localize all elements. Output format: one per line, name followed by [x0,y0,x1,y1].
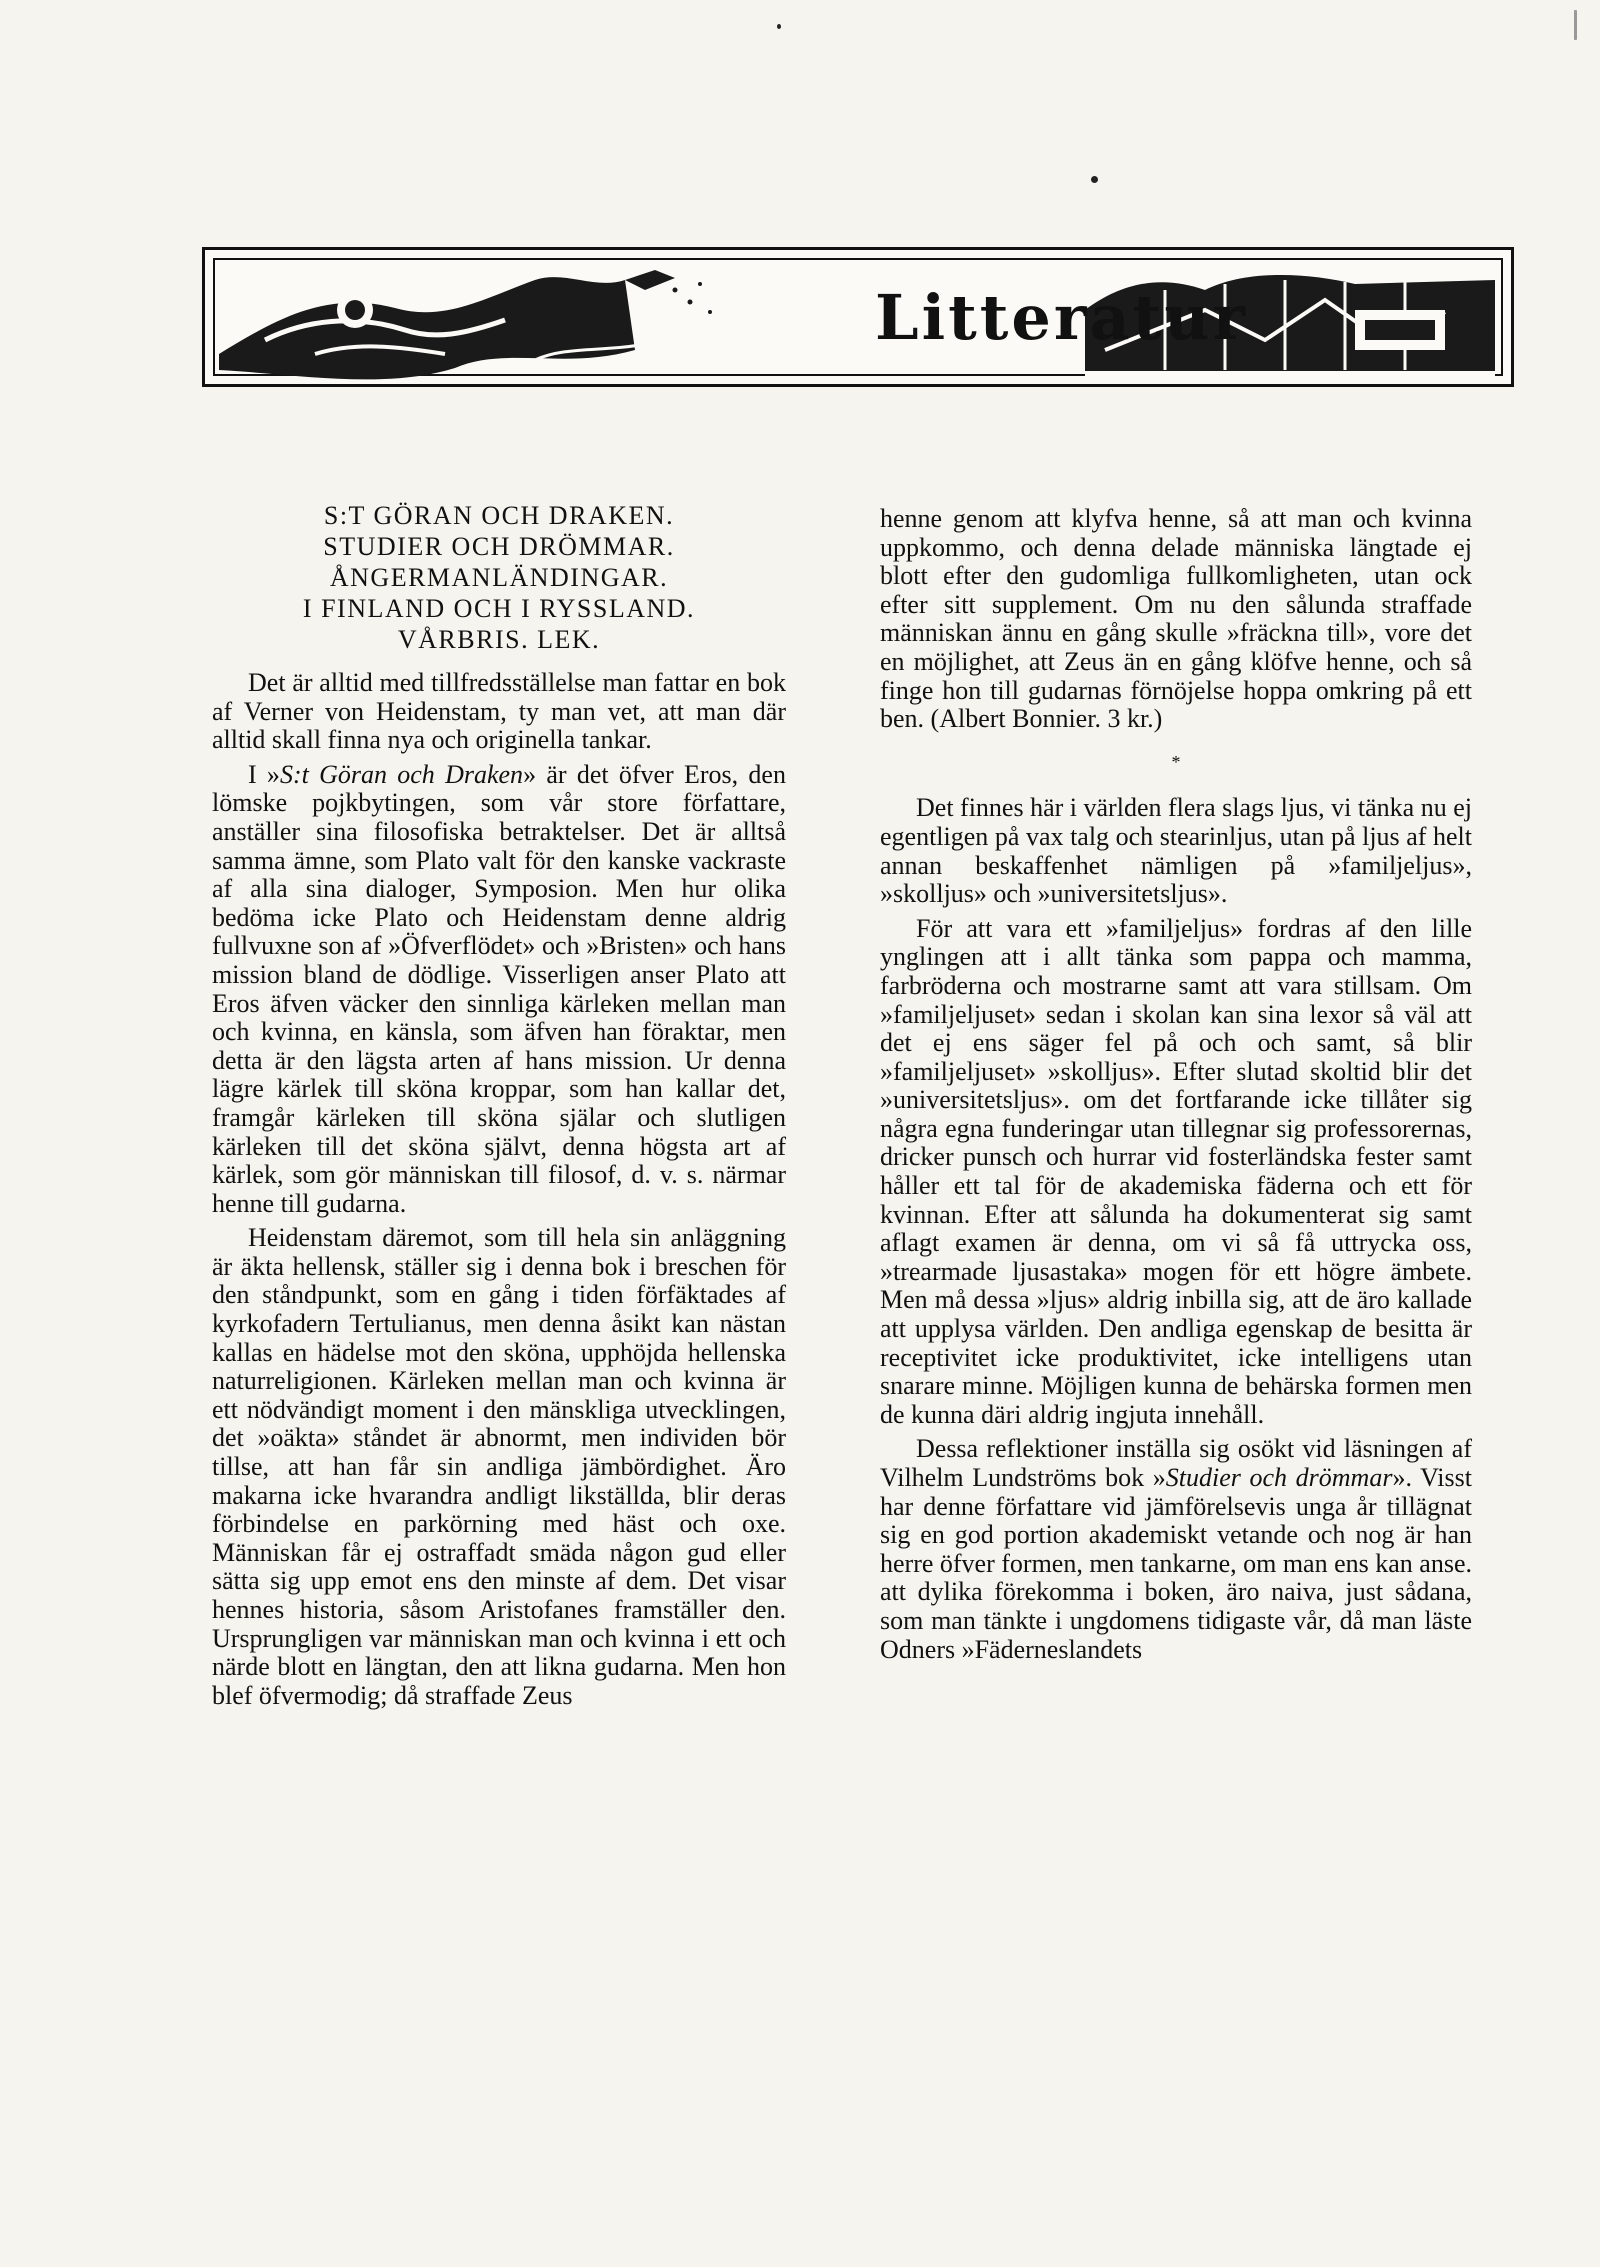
book-title: ÅNGERMANLÄNDINGAR. [329,563,669,592]
paragraph-text: » är det öfver Eros, den lömske pojkbytingen, som vår store författare, anställer sina filosofiska betraktelser. Det är alltså samma ämne, som Plato valt för den kanske vackraste af alla sina dialoger, Symposion. Men hur olika bedöma icke Plato och Heidenstam denne aldrig fullvuxne son af »Öfverflödet» och »Bristen» och hans mission bland de dödlige. Visserligen anser Plato att Eros äfven väcker den sinnliga kärleken mellan man och kvinna, en känsla, som äfven han föraktar, men detta är den lägsta arten af hans mission. Ur denna lägre kärlek till sköna kroppar, som han kallar det, framgår kärleken till sköna själar och slutligen kärleken till det sköna självt, denna högsta art af kärlek, som gör människan till filosof, d. v. s. närmar henne till gudarna. [212,759,786,1218]
left-column [212,500,786,1710]
banner-illustration [205,250,1514,387]
book-title: I FINLAND OCH I RYSSLAND. [302,594,696,623]
book-title: S:T GÖRAN OCH DRAKEN. [323,501,675,530]
paragraph [880,1435,1472,1664]
scan-speck [1574,10,1577,40]
paragraph-text: ». Visst har denne författare vid jämförelsevis unga år tillägnat sig en god portion akademiskt vetande och nog är han herre öfver formen, men tankarne, om man ens kan anse. att dylika förekomma i boken, äro naiva, just sådana, som man tänkte i ungdomens tidigaste vår, då man läste Odners »Fäderneslandets [880,1463,1472,1664]
right-column [880,505,1472,1664]
paragraph-text: Dessa reflektioner inställa sig osökt vid läsningen af Vilhelm Lundströms bok » [880,1434,1472,1492]
scan-speck [777,24,781,29]
paragraph-text: I » [248,759,280,789]
banner-title: Litteratur [875,281,1249,354]
book-title: STUDIER OCH DRÖMMAR. [323,532,675,561]
paragraph: Det är alltid med tillfredsställelse man fattar en bok af Verner von Heidenstam, ty man vet, att man där alltid skall finna nya och originella tankar. [212,668,786,755]
section-separator: * [1171,751,1181,772]
paragraph: henne genom att klyfva henne, så att man och kvinna uppkommo, och denna delade människa längtade ej blott efter den gudomliga fullkomligheten, utan ock efter sitt supplement. Om nu den sålunda straffade människan ännu en gång skulle »fräckna till», vore det en möjlighet, att Zeus än en gång klöfve henne, och så finge hon till gudarnas förnöjelse hoppa omkring på ett ben. (Albert Bonnier. 3 kr.) [880,504,1472,734]
paragraph: För att vara ett »familjeljus» fordras af den lille ynglingen att i allt tänka som pappa och mamma, farbröderna och mostrarne samt att vara stillsam. Om »familjeljuset» sedan i skolan kan sina lexor så väl att det ej ens säger fel på och och samt, så blir »familjeljuset» »skolljus». Efter slutad skoltid blir det »universitetsljus». om det fortfarande icke tillåter sig några egna funderingar utan tillegnar sig professorernas, dricker punsch och hurrar vid fosterländska fester samt håller ett tal för de akademiska fäderna och ett för kvinnan. Efter att sålunda ha dokumenterat sig samt aflagt examen är denna, om vi så få uttrycka oss, »trearmade ljusastaka» mogen för ett högre ämbete. Men må dessa »ljus» aldrig inbilla sig, att de äro kallade att upplysa världen. Den andliga egenskap de besitta är receptivitet icke produktivitet, icke intelligens utan snarare minne. Möjligen kunna de behärska formen men de kunna däri aldrig ingjuta innehåll. [880,913,1472,1429]
paragraph [212,761,786,1219]
book-title-italic: Studier och drömmar [1165,1463,1393,1492]
book-title: VÅRBRIS. LEK. [397,625,601,654]
paragraph: Det finnes här i världen flera slags ljus, vi tänka nu ej egentligen på vax talg och stearinljus, utan på ljus af helt annan beskaffenhet nämligen på »familjeljus», »skolljus» och »universitetsljus». [880,793,1472,909]
section-banner [202,247,1514,387]
book-title-italic: S:t Göran och Draken [279,759,524,789]
book-titles [212,500,786,655]
scan-speck [1091,176,1098,183]
paragraph: Heidenstam däremot, som till hela sin anläggning är äkta hellensk, ställer sig i denna bok i breschen för den ståndpunkt, som en gång i tiden förfäktades af kyrkofadern Tertulianus, men denna åsikt kan nästan kallas en hädelse mot den sköna, upphöjda hellenska naturreligionen. Kärleken mellan man och kvinna är ett nödvändigt moment i den mänskliga utvecklingen, det »oäkta» ståndet är abnormt, men individen bör tillse, att han får sin andliga jämbördighet. Äro makarna icke hvarandra andligt likställda, blir deras förbindelse en parkörning med häst och oxe. Människan får ej ostraffadt smäda någon gud eller sätta sig upp emot ens den minste af dem. Det visar hennes historia, såsom Aristofanes framställer den. Ursprungligen var människan man och kvinna i ett och närde blott en längtan, den att likna gudarna. Men hon blef öfvermodig; då straffade Zeus [212,1223,786,1710]
